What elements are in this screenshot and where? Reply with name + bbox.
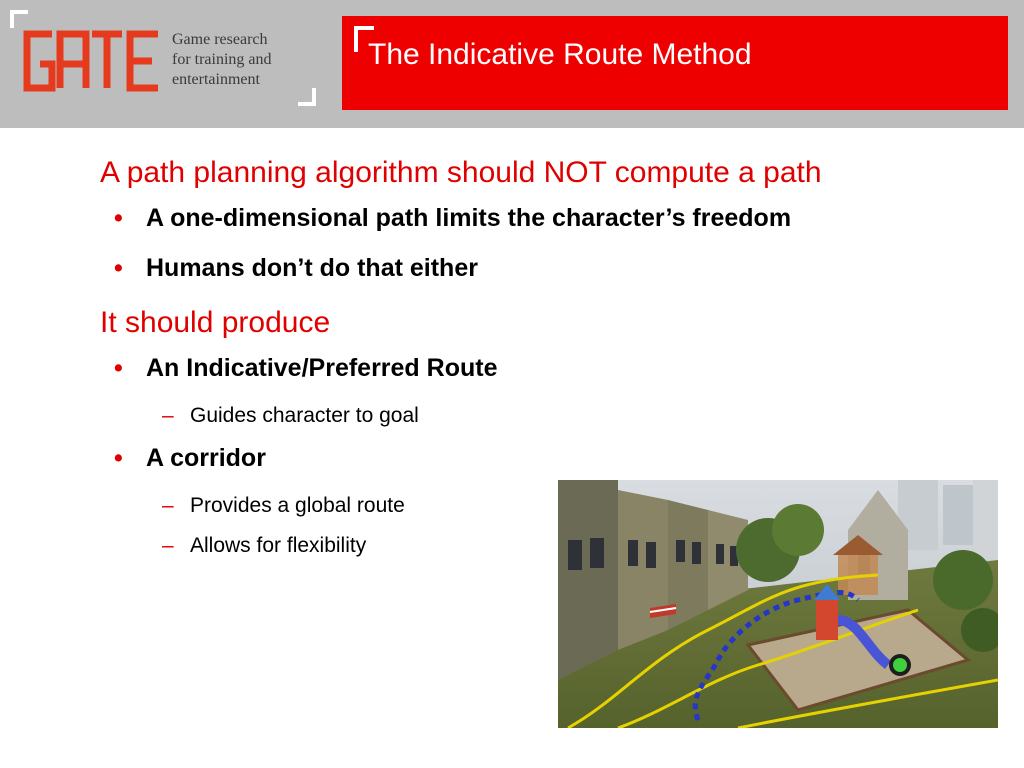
bullet-dot-icon: • — [114, 204, 123, 232]
bullet-text: An Indicative/Preferred Route — [146, 354, 498, 382]
title-bar — [342, 16, 1008, 110]
dash-icon: – — [162, 494, 174, 517]
dash-icon: – — [162, 404, 174, 427]
town-scene-image — [558, 480, 998, 728]
slide-title: The Indicative Route Method — [368, 38, 752, 71]
bullet-text: A corridor — [146, 444, 266, 472]
sub-bullet-text: Allows for flexibility — [190, 534, 367, 557]
corner-bracket-bottom-right — [298, 88, 316, 106]
bullet-item — [100, 442, 980, 474]
corner-bracket-top-left — [10, 10, 28, 28]
bullet-item — [100, 202, 980, 234]
heading-should-produce: It should produce — [100, 306, 331, 339]
logo-tagline — [172, 30, 272, 90]
bullet-dot-icon: • — [114, 444, 123, 472]
logo-tagline-line: entertainment — [172, 71, 260, 88]
bullet-dot-icon: • — [114, 254, 123, 282]
dash-icon: – — [162, 534, 174, 557]
header-band — [0, 0, 1024, 128]
bullet-dot-icon: • — [114, 354, 123, 382]
bullet-text: Humans don’t do that either — [146, 254, 478, 282]
logo-tagline-line: Game research — [172, 31, 268, 48]
heading-path-planning: A path planning algorithm should NOT compute a path — [100, 156, 822, 189]
bullet-item — [100, 352, 980, 384]
bullet-text: A one-dimensional path limits the character’s freedom — [146, 204, 792, 232]
logo-area — [0, 0, 336, 128]
bullet-item — [100, 252, 980, 284]
sub-bullet-text: Guides character to goal — [190, 404, 419, 427]
sub-bullet-item — [100, 402, 980, 430]
logo-tagline-line: for training and — [172, 51, 272, 68]
sub-bullet-text: Provides a global route — [190, 494, 405, 517]
gate-logo-icon — [22, 28, 164, 94]
